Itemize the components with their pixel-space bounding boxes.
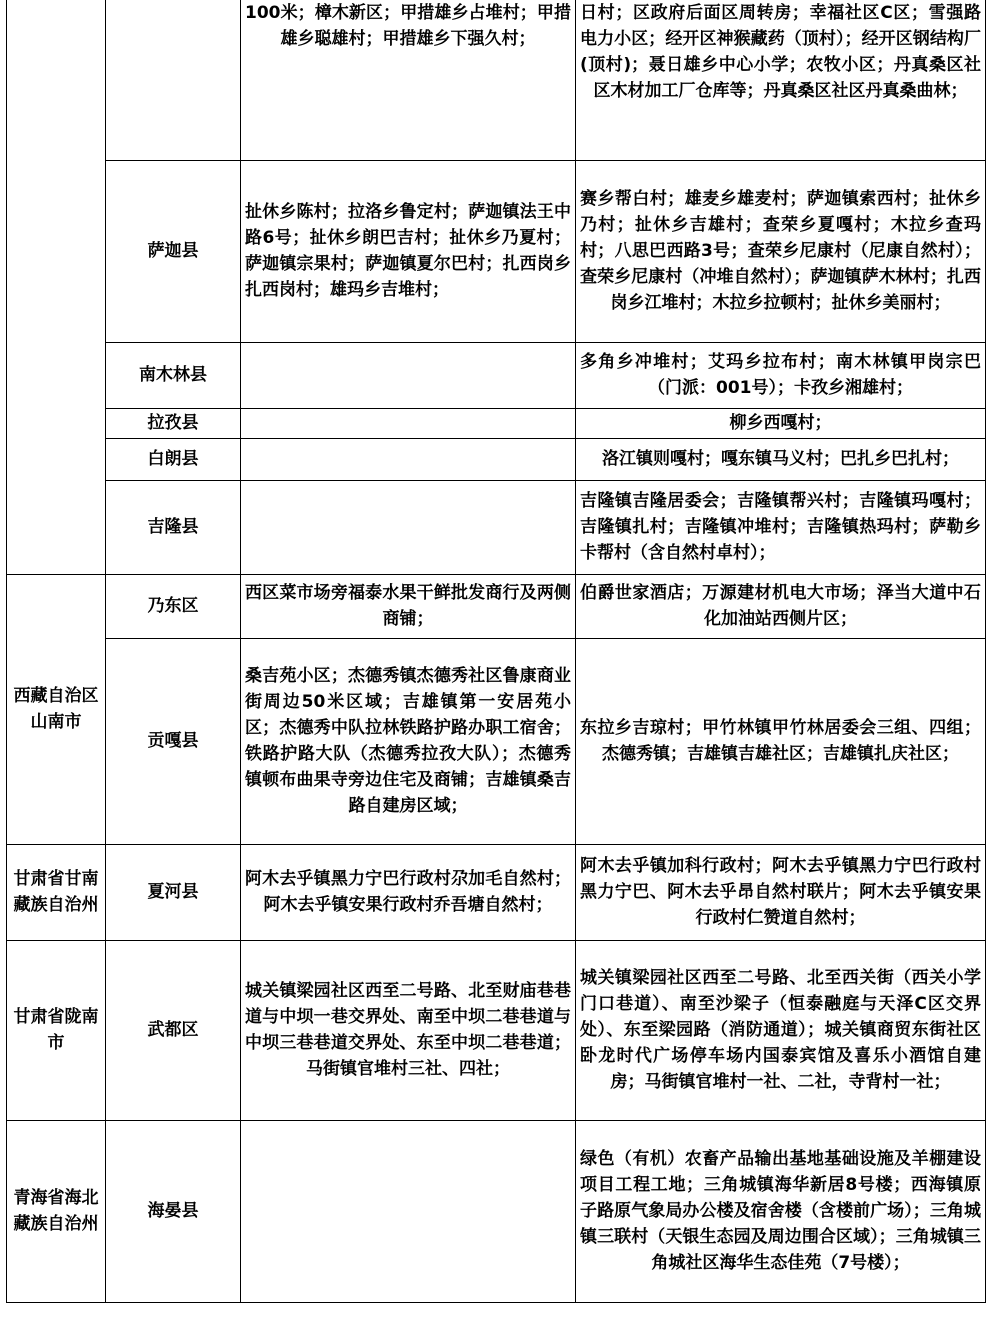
mid-risk-cell: 柳乡西嘎村； [576,408,986,438]
mid-risk-cell: 赛乡帮白村；雄麦乡雄麦村；萨迦镇索西村；扯休乡乃村；扯休乡吉雄村；查荣乡夏嘎村；木拉乡查玛村；八思巴西路3号；查荣乡尼康村（尼康自然村）；查荣乡尼康村（冲堆自然村）；萨迦镇萨木林村；扎西岗乡江堆村；木拉乡拉顿村；扯休乡美丽村； [576,160,986,342]
table-row [7,844,986,940]
county-cell: 海晏县 [106,1120,241,1302]
mid-risk-cell: 绿色（有机）农畜产品输出基地基础设施及羊棚建设项目工程工地；三角城镇海华新居8号楼；西海镇原子路原气象局办公楼及宿舍楼（含楼前广场）；三角城镇三联村（天银生态园及周边围合区域）；三角城镇三角城社区海华生态佳苑（7号楼）； [576,1120,986,1302]
county-cell: 武都区 [106,940,241,1120]
county-cell: 拉孜县 [106,408,241,438]
mid-risk-cell: 城关镇梁园社区西至二号路、北至西关街（西关小学门口巷道）、南至沙梁子（恒泰融庭与天泽C区交界处）、东至梁园路（消防通道）；城关镇商贸东街社区卧龙时代广场停车场内国泰宾馆及喜乐小酒馆自建房；马街镇官堆村一社、二社，寺背村一社； [576,940,986,1120]
county-cell: 南木林县 [106,342,241,408]
high-risk-cell: 扯休乡陈村；拉洛乡鲁定村；萨迦镇法王中路6号；扯休乡朗巴吉村；扯休乡乃夏村；萨迦镇宗果村；萨迦镇夏尔巴村；扎西岗乡扎西岗村；雄玛乡吉堆村； [241,160,576,342]
table-row [7,480,986,574]
county-cell: 吉隆县 [106,480,241,574]
table-row [7,342,986,408]
table-row [7,0,986,160]
county-cell [106,0,241,160]
high-risk-cell [241,342,576,408]
city-cell: 西藏自治区山南市 [7,574,106,844]
county-cell: 夏河县 [106,844,241,940]
mid-risk-cell: 日村；区政府后面区周转房；幸福社区C区；雪强路电力小区；经开区神猴藏药（顶村）；经开区钢结构厂(顶村)；聂日雄乡中心小学；农牧小区；丹真桑区社区木材加工厂仓库等；丹真桑区社区丹真桑曲林； [576,0,986,160]
mid-risk-cell: 吉隆镇吉隆居委会；吉隆镇帮兴村；吉隆镇玛嘎村；吉隆镇扎村；吉隆镇冲堆村；吉隆镇热玛村；萨勒乡卡帮村（含自然村卓村）； [576,480,986,574]
city-cell [7,0,106,574]
high-risk-cell: 桑吉苑小区；杰德秀镇杰德秀社区鲁康商业街周边50米区域；吉雄镇第一安居苑小区；杰德秀中队拉林铁路护路办职工宿舍；铁路护路大队（杰德秀拉孜大队）；杰德秀镇顿布曲果寺旁边住宅及商铺；吉雄镇桑吉路自建房区域； [241,638,576,844]
high-risk-cell [241,480,576,574]
table-row [7,160,986,342]
high-risk-cell [241,408,576,438]
table-row [7,574,986,638]
mid-risk-cell: 洛江镇则嘎村；嘎东镇马义村；巴扎乡巴扎村； [576,438,986,480]
city-cell: 甘肃省陇南市 [7,940,106,1120]
table-row [7,408,986,438]
table-row [7,1120,986,1302]
county-cell: 萨迦县 [106,160,241,342]
risk-area-table [6,0,986,1303]
high-risk-cell: 阿木去乎镇黑力宁巴行政村尕加毛自然村；阿木去乎镇安果行政村乔吾塘自然村； [241,844,576,940]
city-cell: 青海省海北藏族自治州 [7,1120,106,1302]
high-risk-cell [241,1120,576,1302]
county-cell: 乃东区 [106,574,241,638]
mid-risk-cell: 伯爵世家酒店；万源建材机电大市场；泽当大道中石化加油站西侧片区； [576,574,986,638]
table-row [7,638,986,844]
high-risk-cell: 100米；樟木新区；甲措雄乡占堆村；甲措雄乡聪雄村；甲措雄乡下强久村； [241,0,576,160]
high-risk-cell: 西区菜市场旁福泰水果干鲜批发商行及两侧商铺； [241,574,576,638]
table-row [7,940,986,1120]
high-risk-cell [241,438,576,480]
mid-risk-cell: 东拉乡吉琼村；甲竹林镇甲竹林居委会三组、四组；杰德秀镇；吉雄镇吉雄社区；吉雄镇扎庆社区； [576,638,986,844]
county-cell: 白朗县 [106,438,241,480]
mid-risk-cell: 阿木去乎镇加科行政村；阿木去乎镇黑力宁巴行政村黑力宁巴、阿木去乎昂自然村联片；阿木去乎镇安果行政村仁赞道自然村； [576,844,986,940]
mid-risk-cell: 多角乡冲堆村；艾玛乡拉布村；南木林镇甲岗宗巴（门派：001号）；卡孜乡湘雄村； [576,342,986,408]
county-cell: 贡嘎县 [106,638,241,844]
high-risk-cell: 城关镇梁园社区西至二号路、北至财庙巷巷道与中坝一巷交界处、南至中坝二巷巷道与中坝三巷巷道交界处、东至中坝二巷巷道；马街镇官堆村三社、四社； [241,940,576,1120]
table-row [7,438,986,480]
city-cell: 甘肃省甘南藏族自治州 [7,844,106,940]
